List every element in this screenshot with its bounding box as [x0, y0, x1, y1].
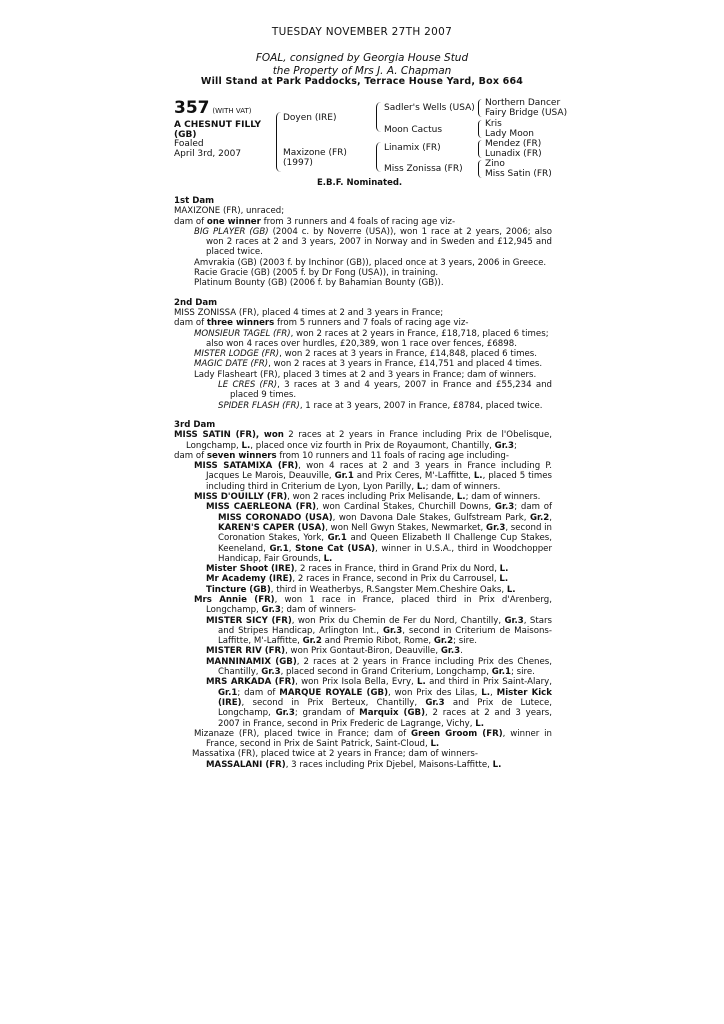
- produce-entry: [174, 677, 552, 728]
- dds: Zino: [485, 159, 505, 169]
- produce-entry: [174, 329, 552, 350]
- text: Gr.3: [504, 615, 524, 626]
- foaled-date: [174, 139, 241, 159]
- text: MASSALANI (FR): [206, 759, 286, 770]
- stand-location: Will Stand at Park Paddocks, Terrace House Yard, Box 664: [200, 76, 524, 87]
- text: ;: [513, 440, 517, 451]
- text: Green Groom (FR): [411, 728, 503, 739]
- catalogue-body: [174, 196, 552, 770]
- text: , 3 races including Prix Djebel, Maisons-Laffitte,: [285, 759, 493, 770]
- sss: Northern Dancer: [485, 98, 561, 108]
- produce-entry: [174, 502, 552, 564]
- pedigree-bracket: [376, 102, 381, 132]
- text: Gr.1: [327, 533, 347, 544]
- produce-entry: [174, 380, 552, 401]
- ebf-nomination: E.B.F. Nominated.: [317, 178, 403, 188]
- text: from 3 runners and 4 foals of racing age viz-: [260, 216, 456, 227]
- first-dam-line: MAXIZONE (FR), unraced;: [174, 206, 285, 217]
- text: Gr.3: [486, 522, 506, 533]
- text: MRS ARKADA (FR): [206, 677, 296, 688]
- sire-dam: Moon Cactus: [384, 125, 443, 135]
- text: Gr.3: [275, 708, 295, 719]
- pedigree-table: [174, 98, 574, 188]
- text: Stone Cat (USA): [295, 543, 376, 554]
- produce-entry: [174, 729, 552, 750]
- text: MISS D'OUILLY (FR): [194, 492, 288, 503]
- text: .: [460, 646, 463, 657]
- produce-entry: [174, 585, 552, 595]
- text: three winners: [206, 318, 275, 329]
- text: , 2 races at 2 years in France including Prix des Chenes, Chantilly,: [218, 656, 552, 678]
- produce-entry: [174, 461, 552, 492]
- text: Mrs Annie (FR): [194, 594, 275, 605]
- foal-name: [174, 120, 261, 140]
- foaled-value: April 3rd, 2007: [174, 149, 242, 159]
- horse-name: MISTER LODGE (FR): [194, 349, 280, 360]
- owner-line: the Property of Mrs J. A. Chapman: [272, 65, 452, 77]
- text: Mr Academy (IRE): [206, 574, 293, 585]
- produce-entry: [174, 616, 552, 647]
- text: L.: [481, 687, 491, 698]
- sire: Doyen (IRE): [283, 113, 337, 123]
- text: ,: [288, 543, 296, 554]
- first-dam-heading: 1st Dam: [174, 196, 215, 206]
- produce-entry: [174, 564, 552, 574]
- text: ; dam of: [514, 502, 552, 513]
- third-dam-heading: 3rd Dam: [174, 419, 216, 430]
- horse-name: MONSIEUR TAGEL (FR): [194, 328, 291, 339]
- text: from 10 runners and 11 foals of racing age including-: [276, 450, 509, 461]
- dam-sire: Linamix (FR): [384, 143, 441, 153]
- vat-note: (WITH VAT): [212, 107, 252, 115]
- sale-date: TUESDAY NOVEMBER 27TH 2007: [271, 26, 453, 38]
- text: , won Prix des Lilas,: [388, 687, 482, 698]
- text: , 2 races in France, third in Grand Prix du Nord,: [294, 564, 500, 575]
- text: Tincture (GB): [206, 584, 271, 595]
- text: L.: [323, 553, 333, 564]
- first-dam-produce-intro: [174, 217, 552, 227]
- text: ; sire.: [453, 636, 477, 647]
- text: , placed second in Grand Criterium, Longchamp,: [280, 667, 492, 678]
- text: MISS CORONADO (USA): [218, 512, 333, 523]
- text: Gr.1: [218, 687, 238, 698]
- pedigree-bracket: [376, 142, 381, 172]
- text: L.: [241, 440, 251, 451]
- produce-entry: Lady Flasheart (FR), placed 3 times at 2 and 3 years in France; dam of winners.: [194, 369, 537, 380]
- text: , 2 races in France, second in Prix du Carrousel,: [292, 574, 500, 585]
- text: Gr.1: [269, 543, 289, 554]
- text: ,: [549, 512, 553, 523]
- text: , won 2 races at 2 years in France, £18,718, placed 6 times; also won 4 races over hurdles, £20,389, won 1 race over fences, £6898.: [206, 328, 549, 349]
- text: from 5 runners and 7 foals of racing age viz-: [274, 318, 469, 329]
- dam-dam: Miss Zonissa (FR): [384, 164, 463, 174]
- produce-entry: Platinum Bounty (GB) (2006 f. by Bahamian Bounty (GB)).: [194, 278, 444, 289]
- lot-number: 357: [174, 98, 210, 118]
- text: Marquix (GB): [359, 708, 425, 719]
- text: , won Davona Dale Stakes, Gulfstream Park,: [332, 512, 530, 523]
- text: , won Nell Gwyn Stakes, Newmarket,: [325, 522, 487, 533]
- text: 2 races at 2 years in France including Prix de l'Obelisque, Longchamp,: [186, 430, 552, 451]
- horse-name: LE CRES (FR): [218, 380, 278, 391]
- sire-sire: Sadler's Wells (USA): [384, 103, 475, 113]
- consignor: [0, 52, 724, 78]
- produce-entry: [174, 359, 552, 369]
- text: L.: [506, 584, 516, 595]
- text: Mister Kick (IRE): [218, 687, 552, 708]
- text: ; dam of winners-: [280, 605, 357, 616]
- text: , third in Weatherbys, R.Sangster Mem.Cheshire Oaks,: [270, 584, 507, 595]
- text: dam of: [174, 318, 207, 329]
- text: L.: [475, 718, 484, 729]
- text: Mister Shoot (IRE): [206, 564, 295, 575]
- text: L.: [416, 481, 426, 492]
- dss: Mendez (FR): [485, 139, 542, 149]
- text: , 2 races at 2 and 3 years, 2007 in France, second in Prix Frederic de Lagrange, Vichy,: [218, 708, 552, 729]
- text: ; dam of winners.: [465, 492, 541, 503]
- text: L.: [473, 471, 483, 482]
- text: Gr.3: [425, 697, 445, 708]
- text: , Stars and Stripes Handicap, Arlington Int.,: [218, 615, 552, 636]
- text: L.: [492, 759, 502, 770]
- text: (2004 c. by Noverre (USA)), won 1 race at 2 years, 2006; also won 2 races at 2 and 3 years, 2007 in Norway and in Sweden and £12,945 and placed twice.: [206, 226, 552, 258]
- horse-name: BIG PLAYER (GB): [194, 226, 269, 237]
- text: , won Cardinal Stakes, Churchill Downs,: [316, 502, 495, 513]
- text: ; dam of: [237, 687, 280, 698]
- text: L.: [417, 677, 426, 688]
- text: and Premio Ribot, Rome,: [321, 636, 434, 647]
- text: , won Prix Isola Bella, Evry,: [295, 677, 418, 688]
- second-dam-produce-intro: [174, 318, 552, 328]
- ssd: Fairy Bridge (USA): [485, 108, 568, 118]
- text: Gr.2: [529, 512, 550, 523]
- dam-year: (1997): [283, 158, 313, 168]
- text: , placed 5 times including third in Criterium de Lyon, Lyon Parilly,: [206, 471, 552, 492]
- text: Gr.2: [302, 636, 322, 647]
- text: Gr.1: [334, 471, 354, 482]
- text: Gr.2: [433, 636, 454, 647]
- text: , won 1 race in France, placed third in Prix d'Arenberg, Longchamp,: [206, 594, 552, 616]
- lot-header: [174, 98, 251, 118]
- text: , winner in France, second in Prix de Saint Patrick, Saint-Cloud,: [206, 728, 552, 750]
- pedigree-bracket: [478, 160, 482, 178]
- text: ; sire.: [511, 667, 535, 678]
- text: MISS SATAMIXA (FR): [194, 461, 299, 472]
- text: , second in Criterium de Maisons-Laffitte, M'-Laffitte,: [218, 625, 553, 647]
- text: MANNINAMIX (GB): [206, 656, 297, 667]
- text: seven winners: [206, 450, 277, 461]
- text: ; dam of winners.: [425, 481, 501, 492]
- produce-entry: [174, 760, 552, 770]
- text: , 1 race at 3 years, 2007 in France, £8784, placed twice.: [299, 400, 543, 411]
- text: MISTER SICY (FR): [206, 615, 292, 626]
- text: dam of: [174, 450, 207, 461]
- dam: Maxizone (FR): [283, 148, 347, 158]
- foal-name-line: A CHESNUT FILLY: [174, 120, 262, 130]
- horse-name: MAGIC DATE (FR): [194, 359, 269, 370]
- text: and third in Prix Saint-Alary,: [425, 677, 552, 688]
- text: MARQUE ROYALE (GB): [279, 687, 389, 698]
- text: , winner in U.S.A., third in Woodchopper Handicap, Fair Grounds,: [218, 543, 552, 564]
- text: Gr.3: [261, 605, 281, 616]
- pedigree-bracket: [478, 99, 482, 117]
- text: , won Prix du Chemin de Fer du Nord, Chantilly,: [291, 615, 505, 626]
- third-dam-line: [174, 430, 552, 451]
- text: , won 2 races at 3 years in France, £14,848, placed 6 times.: [279, 349, 537, 360]
- text: ,: [490, 687, 497, 698]
- produce-entry: [174, 595, 552, 616]
- produce-entry: Racie Gracie (GB) (2005 f. by Dr Fong (USA)), in training.: [194, 268, 439, 279]
- text: , won 2 races at 3 years in France, £14,751 and placed 4 times.: [268, 359, 543, 370]
- produce-entry: [174, 227, 552, 258]
- text: KAREN'S CAPER (USA): [218, 522, 326, 533]
- produce-entry: [174, 349, 552, 359]
- text: Mizanaze (FR), placed twice in France; dam of: [194, 728, 412, 739]
- foaled-label: Foaled: [174, 139, 204, 149]
- produce-entry: Massatixa (FR), placed twice at 2 years in France; dam of winners-: [192, 749, 478, 760]
- produce-entry: [174, 574, 552, 584]
- text: MISS CAERLEONA (FR): [206, 502, 317, 513]
- produce-entry: [174, 657, 552, 678]
- dsd: Lunadix (FR): [485, 149, 542, 159]
- text: dam of: [174, 216, 207, 227]
- second-dam-line: MISS ZONISSA (FR), placed 4 times at 2 and 3 years in France;: [174, 307, 444, 318]
- text: , won 4 races at 2 and 3 years in France including P. Jacques Le Marois, Deauville,: [206, 461, 552, 482]
- text: MISTER RIV (FR): [206, 646, 286, 657]
- produce-entry: [174, 492, 552, 502]
- text: one winner: [206, 216, 261, 227]
- produce-entry: [174, 646, 552, 656]
- second-dam-heading: 2nd Dam: [174, 297, 218, 308]
- produce-entry: Amvrakia (GB) (2003 f. by Inchinor (GB)), placed once at 3 years, 2006 in Greece.: [194, 257, 547, 268]
- foal-name-country: (GB): [174, 130, 197, 140]
- text: Gr.1: [491, 667, 511, 678]
- sds: Kris: [485, 119, 502, 129]
- pedigree-bracket: [478, 120, 482, 138]
- text: L.: [499, 564, 509, 575]
- text: Gr.3: [261, 667, 281, 678]
- text: Gr.3: [440, 646, 461, 657]
- horse-name: SPIDER FLASH (FR): [218, 400, 300, 411]
- sdd: Lady Moon: [485, 129, 534, 139]
- text: MISS SATIN (FR), won: [174, 430, 284, 441]
- text: Gr.3: [382, 625, 403, 636]
- third-dam-produce-intro: [174, 451, 552, 461]
- consignor-line: FOAL, consigned by Georgia House Stud: [255, 52, 469, 64]
- text: and Prix Ceres, M'-Laffitte,: [353, 471, 474, 482]
- produce-entry: [174, 401, 552, 411]
- text: and Prix de Lutece, Longchamp,: [218, 697, 552, 719]
- pedigree-bracket: [276, 112, 281, 172]
- text: , second in Prix Berteux, Chantilly,: [241, 697, 426, 708]
- ddd: Miss Satin (FR): [485, 169, 552, 179]
- text: , placed once viz fourth in Prix de Royaumont, Chantilly,: [250, 440, 495, 451]
- text: L.: [499, 574, 509, 585]
- text: ; grandam of: [294, 708, 360, 719]
- text: and Queen Elizabeth II Challenge Cup Stakes, Keeneland,: [218, 533, 552, 554]
- text: L.: [456, 492, 466, 503]
- text: , 3 races at 3 and 4 years, 2007 in France and £55,234 and placed 9 times.: [230, 380, 552, 401]
- text: , won 2 races including Prix Melisande,: [287, 492, 457, 503]
- text: , won Prix Gontaut-Biron, Deauville,: [285, 646, 441, 657]
- pedigree-bracket: [478, 140, 482, 158]
- text: L.: [430, 739, 440, 750]
- text: Gr.3: [494, 440, 514, 451]
- text: , second in Coronation Stakes, York,: [218, 522, 553, 544]
- text: Gr.3: [494, 502, 515, 513]
